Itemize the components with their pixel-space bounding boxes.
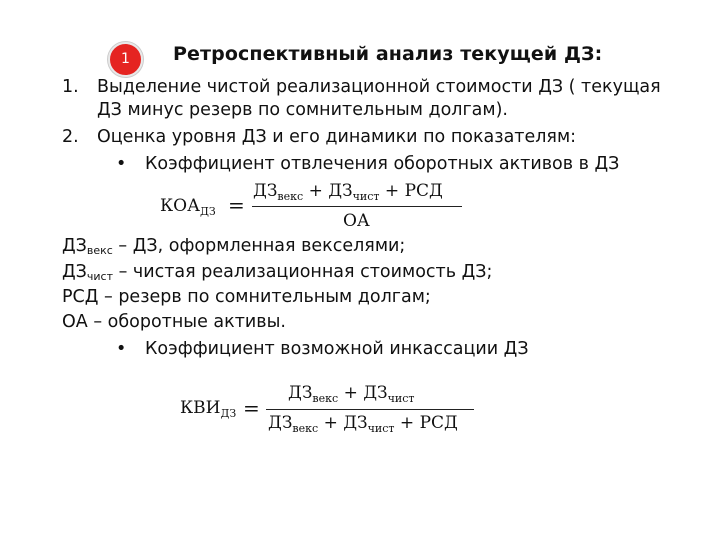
definition-rsd: РСД – резерв по сомнительным долгам;: [62, 287, 431, 307]
slide-title: Ретроспективный анализ текущей ДЗ:: [173, 43, 603, 65]
formula-kvi-lhs: $КВИ_{ДЗ}$: [180, 398, 237, 420]
list-number-1: 1.: [62, 77, 79, 97]
formula-kvi-equals: =: [243, 396, 260, 420]
bullet-item-1: Коэффициент отвлечения оборотных активов в ДЗ: [145, 154, 620, 174]
bullet-marker-1: •: [116, 154, 127, 174]
bullet-marker-2: •: [116, 339, 127, 359]
definition-dz-chist: $ДЗ_{чист}$ – чистая реализационная стоимость ДЗ;: [62, 262, 493, 283]
formula-koa-lhs: $КОА_{ДЗ}$: [160, 196, 216, 218]
list-item-2-line1: Оценка уровня ДЗ и его динамики по показателям:: [97, 127, 577, 147]
formula-kvi-numerator: $ДЗ_{векс} + ДЗ_{чист}$: [288, 383, 415, 405]
list-item-1-line1: Выделение чистой реализационной стоимости ДЗ ( текущая: [97, 77, 661, 97]
number-badge: 1: [108, 42, 143, 77]
formula-kvi-fraction-bar: [266, 409, 474, 410]
formula-koa-denominator: ОА: [343, 211, 370, 231]
bullet-item-2: Коэффициент возможной инкассации ДЗ: [145, 339, 529, 359]
list-number-2: 2.: [62, 127, 79, 147]
definition-dz-veks: $ДЗ_{векс}$ – ДЗ, оформленная векселями;: [62, 236, 406, 257]
list-item-1-line2: ДЗ минус резерв по сомнительным долгам).: [97, 100, 508, 120]
formula-koa-fraction-bar: [252, 206, 462, 207]
formula-koa-equals: =: [228, 193, 245, 217]
formula-koa-numerator: $ДЗ_{векс} + ДЗ_{чист}$ + РСД: [253, 181, 443, 203]
definition-oa: ОА – оборотные активы.: [62, 312, 286, 332]
formula-kvi-denominator: $ДЗ_{векс} + ДЗ_{чист}$ + РСД: [268, 413, 458, 435]
